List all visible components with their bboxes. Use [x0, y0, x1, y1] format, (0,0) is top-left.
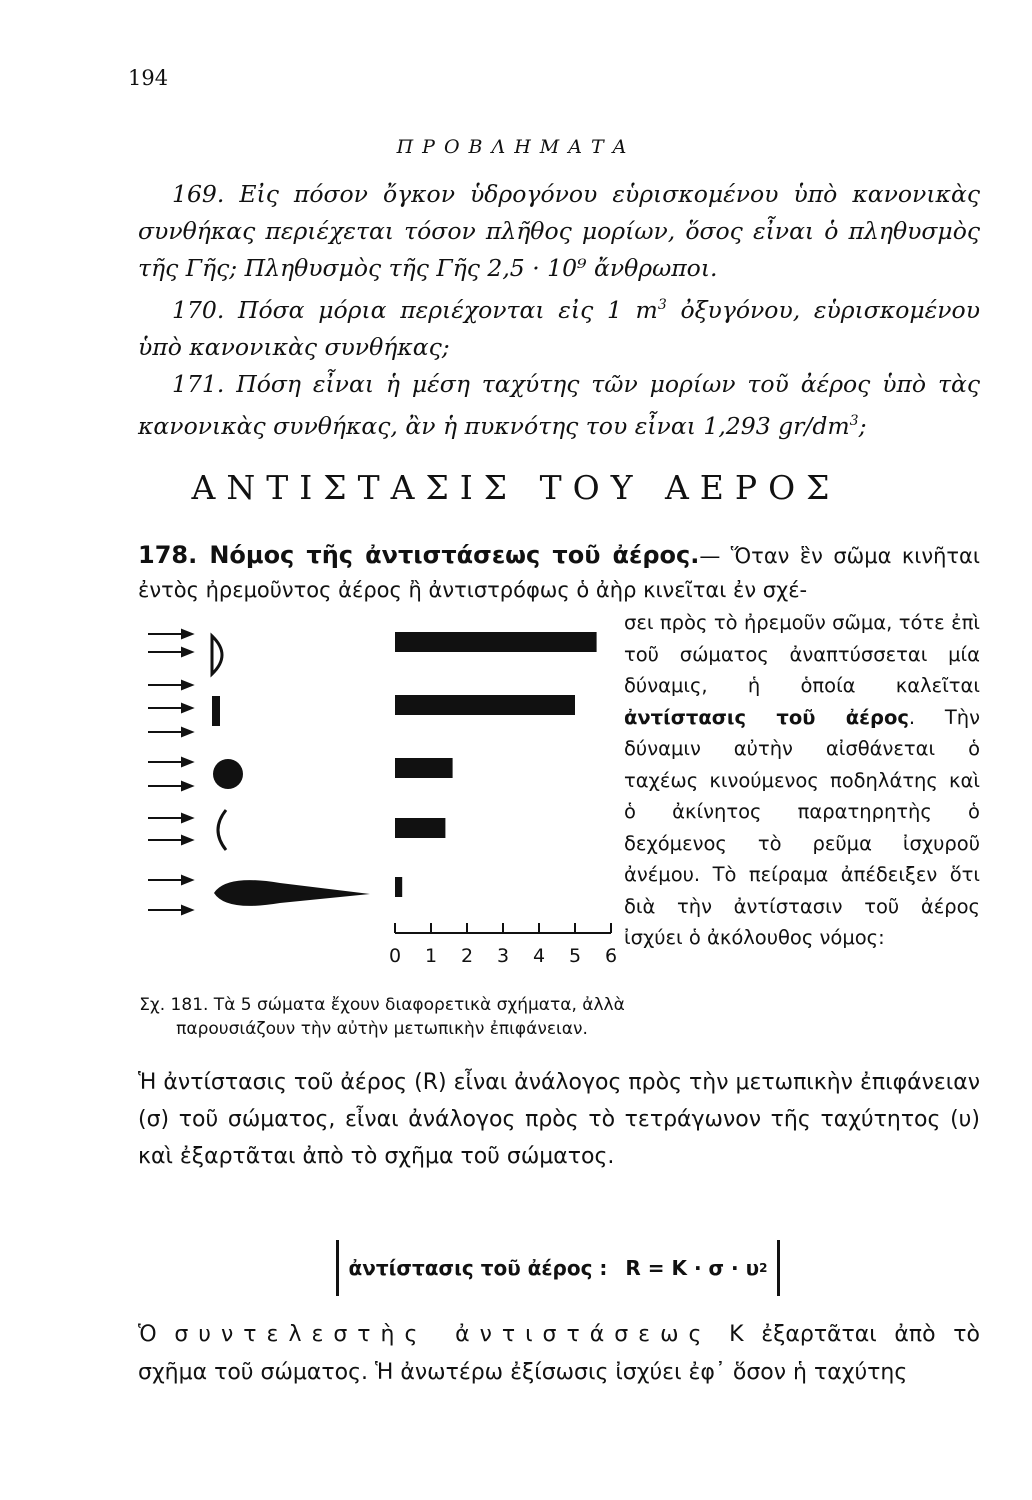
problem-text: ;: [858, 411, 867, 440]
running-head: ΠΡΟΒΛΗΜΑΤΑ: [396, 136, 636, 158]
flat-plate-icon: [212, 696, 220, 726]
right-column: [624, 607, 980, 954]
arrow-icon: [148, 681, 192, 689]
bars-group: [395, 632, 597, 897]
right-column-text: σει πρὸς τὸ ἠρεμοῦν σῶμα, τότε ἐπὶ τοῦ σώματος ἀναπτύσσεται μία δύναμις, ἡ ὁποία καλεῖται: [624, 611, 980, 697]
law-intro: [138, 538, 980, 607]
arrow-icon: [148, 782, 192, 790]
sphere-icon: [213, 759, 243, 789]
body-shapes: [212, 636, 370, 906]
problems-block: [138, 176, 980, 445]
page-number: 194: [128, 66, 169, 90]
problem-text: Πόσα μόρια περιέχονται εἰς 1 m: [238, 295, 658, 324]
formula-expression: R = K · σ · υ: [625, 1256, 760, 1280]
arrow-icon: [148, 876, 192, 884]
formula-exponent: 2: [759, 1261, 768, 1275]
problem-number: 169.: [172, 180, 225, 208]
arrow-icon: [148, 630, 192, 638]
bar-5: [395, 877, 402, 897]
key-term: ἀντίστασις τοῦ ἀέρος: [624, 705, 909, 729]
tick-label: 5: [568, 945, 582, 967]
ticks-group: [389, 923, 617, 967]
spaced-term: συντελεστὴς ἀντιστάσεως: [174, 1322, 712, 1347]
bottom-paragraph: [138, 1316, 980, 1392]
problem-text: Εἰς πόσον ὄγκον ὑδρογόνου εὑρισκομένου ὑπὸ κανονικὰς συνθήκας περιέχεται τόσον πλῆθος μορίων, ὅσος εἶναι ὁ πληθυσμὸς τῆς Γῆς; Πληθυσμὸς τῆς Γῆς 2,5 · 10⁹ ἄνθρωποι.: [138, 180, 980, 282]
tick-label: 2: [460, 945, 474, 967]
section-title: ΑΝΤΙΣΤΑΣΙΣ ΤΟΥ ΑΕΡΟΣ: [191, 468, 841, 507]
exponent: 3: [657, 297, 667, 313]
right-column-text: . Τὴν δύναμιν αὐτὴν αἰσθάνεται ὁ ταχέως κινούμενος ποδηλάτης καὶ ὁ ἀκίνητος παρατηρητὴς ὁ δεχόμενος τὸ ρεῦμα ἰσχυροῦ ἀνέμου. Τὸ πείραμα ἀπέδειξεν ὅτι διὰ τὴν ἀντίστασιν τοῦ ἀέρος ἰσχύει ὁ ἀκόλουθος νόμος:: [624, 705, 980, 949]
formula-box: [336, 1240, 780, 1296]
arrow-icon: [148, 648, 192, 656]
law-statement: Ἡ ἀντίστασις τοῦ ἀέρος (R) εἶναι ἀνάλογος πρὸς τὴν μετωπικὴν ἐπιφάνειαν (σ) τοῦ σώματος, εἶναι ἀνάλογος πρὸς τὸ τετράγωνον τῆς ταχύτητος (υ) καὶ ἐξαρτᾶται ἀπὸ τὸ σχῆμα τοῦ σώματος.: [138, 1070, 980, 1169]
arrow-icon: [148, 836, 192, 844]
bottom-text: K ἐξαρτᾶται ἀπὸ τὸ σχῆμα τοῦ σώματος. Ἡ ἀνωτέρω ἐξίσωσις ἰσχύει ἐφ᾽ ὅσον ἡ ταχύτης: [138, 1322, 981, 1385]
bar-1: [395, 632, 597, 652]
bar-2: [395, 695, 575, 715]
tick-label: 6: [604, 945, 618, 967]
tick-label: 1: [424, 945, 438, 967]
bar-4: [395, 818, 445, 838]
airflow-arrows: [148, 630, 192, 914]
exponent: 3: [849, 412, 859, 429]
tick-label: 3: [496, 945, 510, 967]
bar-3: [395, 758, 453, 778]
problem-text: ὀξυγόνου, εὑρισκομένου ὑπὸ κανονικὰς συνθήκας;: [138, 295, 980, 361]
arrow-icon: [148, 704, 192, 712]
problem-number: 171.: [172, 369, 225, 398]
arrow-icon: [148, 728, 192, 736]
figure-caption: Σχ. 181. Τὰ 5 σώματα ἔχουν διαφορετικὰ σχήματα, ἀλλὰ παρουσιάζουν τὴν αὐτὴν μετωπικὴν ἐπιφάνειαν.: [139, 995, 625, 1039]
tick-label: 4: [532, 945, 546, 967]
problem-text: Πόση εἶναι ἡ μέση ταχύτης τῶν μορίων τοῦ ἀέρος ὑπὸ τὰς κανονικὰς συνθήκας, ἂν ἡ πυκνότης του εἶναι 1,293 gr/dm: [138, 369, 980, 440]
half-sphere-flat-front-icon: [212, 636, 222, 674]
problem-number: 170.: [172, 295, 225, 324]
problem-170: [138, 287, 980, 366]
intro-text: — Ὅταν ἓν σῶμα κινῆται ἐντὸς ἠρεμοῦντος ἀέρος ἢ ἀντιστρόφως ὁ ἀὴρ κινεῖται ἐν σχέ-: [138, 544, 980, 602]
problem-171: [138, 366, 980, 445]
half-sphere-round-front-icon: [218, 810, 226, 850]
resistance-figure: [130, 610, 630, 980]
arrow-icon: [148, 814, 192, 822]
bottom-text: Ὁ: [138, 1322, 175, 1347]
arrow-icon: [148, 906, 192, 914]
tick-label: 0: [388, 945, 402, 967]
law-heading: 178. Νόμος τῆς ἀντιστάσεως τοῦ ἀέρος.: [138, 541, 700, 569]
formula-label: ἀντίστασις τοῦ ἀέρος :: [348, 1256, 608, 1280]
arrow-icon: [148, 758, 192, 766]
streamlined-body-icon: [214, 880, 370, 906]
problem-169: [138, 176, 980, 287]
